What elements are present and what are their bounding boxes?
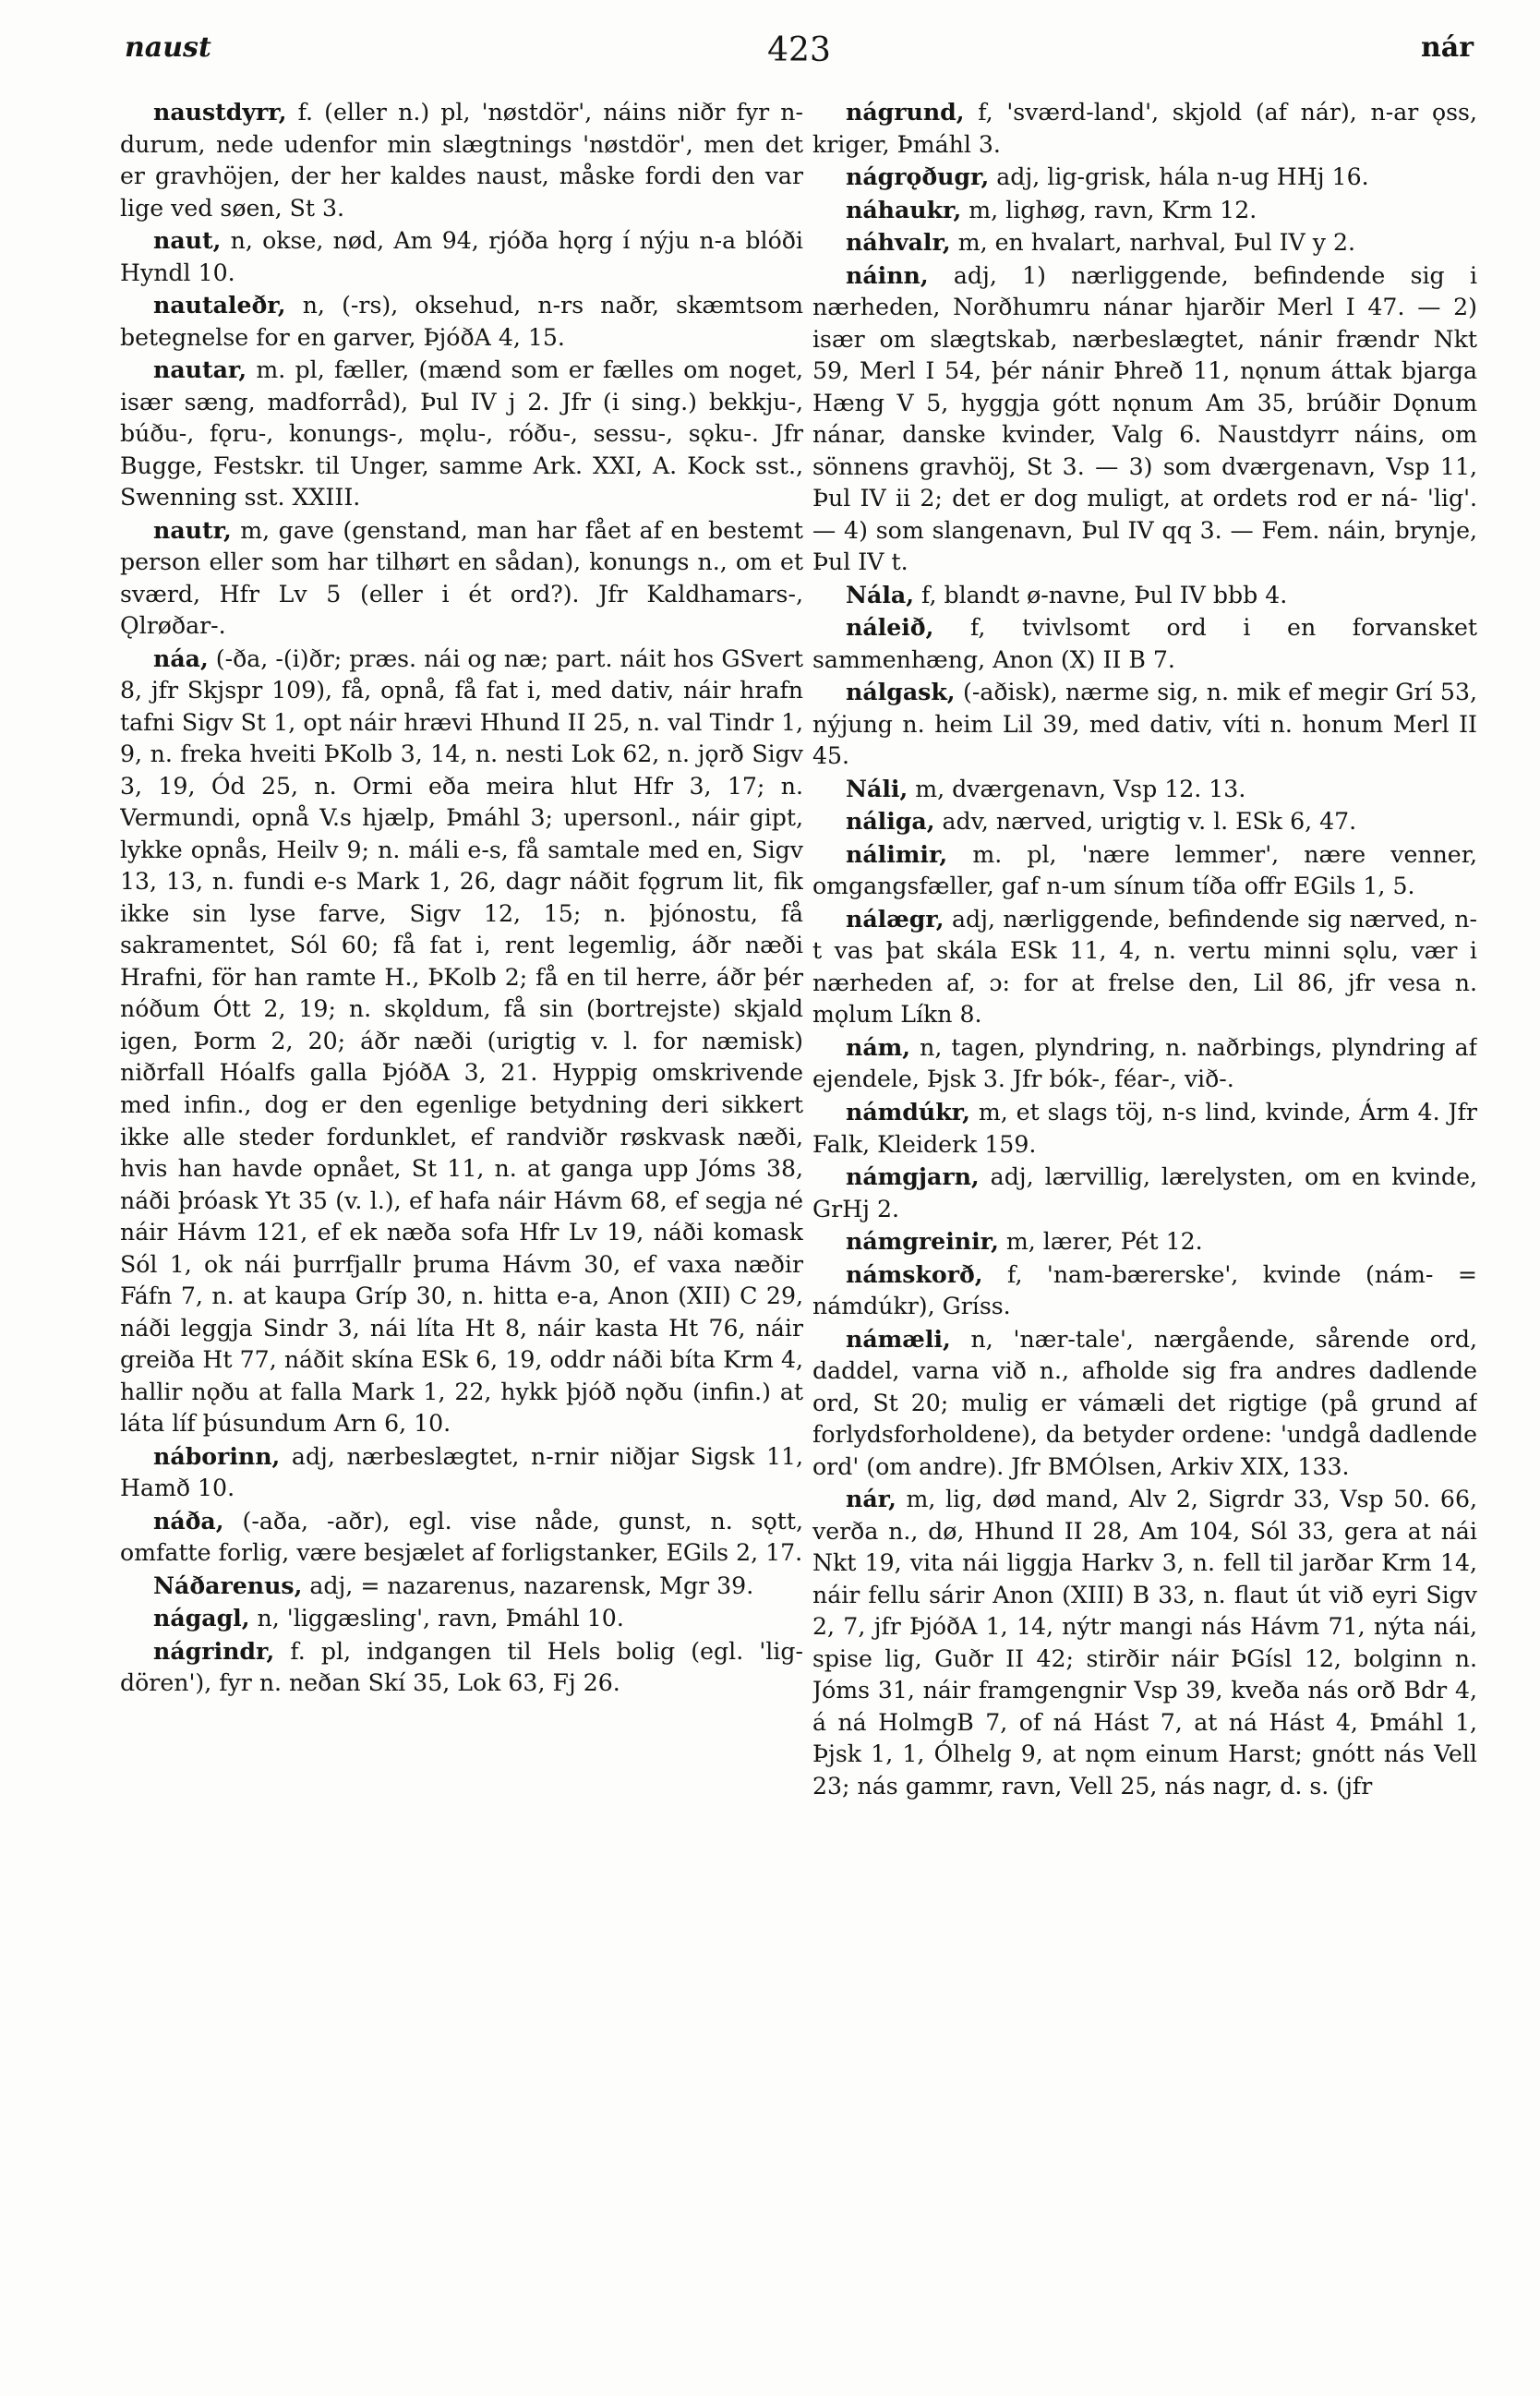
dictionary-entry: [120, 1440, 803, 1505]
entry-definition: adj, lig-grisk, hála n-ug HHj 16.: [996, 163, 1369, 191]
entry-definition: f. (eller n.) pl, 'nøstdör', náins niðr fyr n-durum, nede udenfor min slægtnings 'nøstdör', men det er gravhöjen, der her kaldes naust, måske fordi den var lige ved søen, St 3.: [120, 99, 803, 222]
entry-headword: náborinn,: [153, 1441, 281, 1470]
dictionary-entry: [120, 354, 803, 514]
entry-definition: f, 'nam-bærerske', kvinde (nám- = námdúkr), Gríss.: [812, 1260, 1477, 1320]
entry-definition: adj, lærvillig, lærelysten, om en kvinde, GrHj 2.: [812, 1163, 1477, 1222]
dictionary-entry: [812, 1096, 1477, 1161]
entry-headword: náliga,: [846, 807, 935, 836]
entry-definition: f, 'sværd-land', skjold (af nár), n-ar ǫss, kriger, Þmáhl 3.: [812, 99, 1477, 158]
entry-headword: náleið,: [846, 613, 934, 642]
entry-headword: nálægr,: [846, 904, 944, 933]
entry-definition: f, tvivlsomt ord i en forvansket sammenhæng, Anon (X) II B 7.: [812, 614, 1477, 673]
dictionary-entry: [120, 1505, 803, 1570]
entry-headword: námgjarn,: [846, 1162, 980, 1191]
entry-definition: n, okse, nød, Am 94, rjóða hǫrg í nýju n-a blóði Hyndl 10.: [120, 227, 803, 286]
entry-headword: Náðarenus,: [153, 1571, 303, 1599]
dictionary-entry: [812, 96, 1477, 161]
entry-definition: adj, = nazarenus, nazarensk, Mgr 39.: [309, 1571, 754, 1599]
dictionary-entry: [812, 1258, 1477, 1323]
entry-headword: nálgask,: [846, 678, 956, 706]
dictionary-entry: [812, 773, 1477, 806]
entry-headword: nautr,: [153, 515, 232, 544]
entry-headword: nautaleðr,: [153, 291, 286, 319]
entry-headword: námæli,: [846, 1324, 951, 1353]
entry-definition: m, lærer, Pét 12.: [1005, 1228, 1203, 1256]
dictionary-entry: [812, 676, 1477, 773]
entry-headword: nágrǫðugr,: [846, 163, 990, 191]
entry-headword: Náli,: [846, 774, 908, 802]
entry-headword: náhvalr,: [846, 228, 951, 257]
dictionary-entry: [812, 838, 1477, 903]
entry-headword: námgreinir,: [846, 1227, 999, 1256]
dictionary-entry: [812, 1161, 1477, 1225]
entry-definition: n, tagen, plyndring, n. naðrbings, plyndring af ejendele, Þjsk 3. Jfr bók-, féar-, við-.: [812, 1033, 1477, 1093]
entry-definition: adj, nærliggende, befindende sig nærved, n-t vas þat skála ESk 11, 4, n. vertu minni sǫlu, vær i nærheden af, ɔ: for at frelse den, Lil 86, jfr vesa n. mǫlum Líkn 8.: [812, 905, 1477, 1029]
entry-headword: námdúkr,: [846, 1097, 970, 1126]
dictionary-entry: [812, 805, 1477, 838]
dictionary-entry: [812, 1031, 1477, 1096]
page-number: 423: [767, 31, 831, 69]
entry-definition: m, gave (genstand, man har fået af en bestemt person eller som har tilhørt en sådan), konungs n., om et sværd, Hfr Lv 5 (eller i ét ord?). Jfr Kaldhamars-, Ǫlrøðar-.: [120, 516, 803, 640]
dictionary-entry: [120, 514, 803, 643]
running-header: [125, 31, 1474, 87]
header-first-word: naust: [125, 31, 211, 64]
entry-definition: m. pl, 'nære lemmer', nære venner, omgangsfæller, gaf n-um sínum tíða offr EGils 1, 5.: [812, 840, 1477, 900]
entry-headword: naut,: [153, 226, 222, 255]
dictionary-entry: [812, 579, 1477, 612]
entry-definition: (-ða, -(i)ðr; præs. nái og næ; part. náit hos GSvert 8, jfr Skjspr 109), få, opnå, få fat i, med dativ, náir hrafn tafni Sigv St 1, opt náir hrævi Hhund II 25, n. val Tindr 1, 9, n. freka hveiti ÞKolb 3, 14, n. nesti Lok 62, n. jǫrð Sigv 3, 19, Ód 25, n. Ormi eða meira hlut Hfr 3, 17; n. Vermundi, opnå V.s hjælp, Þmáhl 3; upersonl., náir gipt, lykke opnås, Heilv 9; n. máli e-s, få samtale med en, Sigv 13, 13, n. fundi e-s Mark 1, 26, dagr náðit fǫgrum lit, fik ikke sin lyse farve, Sigv 12, 15; n. þjónostu, få sakramentet, Sól 60; få fat i, rent legemlig, áðr næði Hrafni, för han ramte H., ÞKolb 2; få en til herre, áðr þér nóðum Ótt 2, 19; n. skǫldum, få sin (bortrejste) skjald igen, Þorm 2, 20; áðr næði (urigtig v. l. for næmisk) niðrfall Hóalfs galla ÞjóðA 3, 21. Hyppig omskrivende med infin., dog er den egenlige betydning deri sikkert ikke alle steder fordunklet, ef randviðr røskvask næði, hvis han havde opnået, St 11, n. at ganga upp Jóms 38, náði þróask Yt 35 (v. l.), ef hafa náir Hávm 68, ef segja né náir Hávm 121, ef ek næða sofa Hfr Lv 19, náði komask Sól 1, ok nái þurrfjallr þruma Hávm 30, ef vaxa næðir Fáfn 7, n. at kaupa Gríp 30, n. hitta e-a, Anon (XII) C 29, náði leggja Sindr 3, nái líta Ht 8, náir kasta Ht 76, náir greiða Ht 77, náðit skína ESk 6, 19, oddr náði bíta Krm 4, hallir nǫðu at falla Mark 1, 22, hykk þjóð nǫðu (infin.) at láta líf þúsundum Arn 6, 10.: [120, 644, 803, 1438]
dictionary-entry: [812, 903, 1477, 1031]
entry-headword: náhaukr,: [846, 195, 962, 223]
header-last-word: nár: [1420, 31, 1474, 64]
entry-headword: nám,: [846, 1032, 911, 1061]
dictionary-entry: [120, 224, 803, 289]
dictionary-entry: [812, 161, 1477, 194]
entry-definition: m, et slags töj, n-s lind, kvinde, Árm 4. Jfr Falk, Kleiderk 159.: [812, 1098, 1477, 1158]
entry-definition: n, 'liggæsling', ravn, Þmáhl 10.: [257, 1605, 624, 1632]
dictionary-entry: [120, 1570, 803, 1603]
entry-definition: m, dværgenavn, Vsp 12. 13.: [915, 775, 1246, 802]
entry-headword: naustdyrr,: [153, 98, 287, 126]
entry-definition: m, lighøg, ravn, Krm 12.: [969, 196, 1257, 223]
entry-headword: náinn,: [846, 260, 929, 289]
dictionary-entry: [812, 611, 1477, 676]
entry-definition: m, en hvalart, narhval, Þul IV y 2.: [957, 229, 1355, 257]
dictionary-entry: [812, 1323, 1477, 1484]
entry-definition: n, 'nær-tale', nærgående, sårende ord, daddel, varna við n., afholde sig fra andres dadlende ord, St 20; mulig er vámæli det rigtige (på grund af forlydsforholdene), da betyder ordene: 'undgå dadlende ord' (om andre). Jfr BMÓlsen, Arkiv XIX, 133.: [812, 1325, 1477, 1480]
entry-definition: adv, nærved, urigtig v. l. ESk 6, 47.: [942, 808, 1357, 836]
entry-headword: nálimir,: [846, 839, 948, 868]
entry-definition: adj, 1) nærliggende, befindende sig i nærheden, Norðhumru nánar hjarðir Merl I 47. — 2) især om slægtskab, nærbeslægtet, nánir frændr Nkt 59, Merl I 54, þér nánir Þhreð 11, nǫnum áttak bjarga Hæng V 5, hyggja gótt nǫnum Am 35, brúðir Dǫnum nánar, danske kvinder, Valg 6. Naustdyrr náins, om sönnens gravhöj, St 3. — 3) som dværgenavn, Vsp 11, Þul IV ii 2; det er dog muligt, at ordets rod er ná- 'lig'. — 4) som slangenavn, Þul IV qq 3. — Fem. náin, brynje, Þul IV t.: [812, 261, 1477, 576]
dictionary-entry: [120, 643, 803, 1440]
entry-headword: nágrindr,: [153, 1636, 275, 1665]
dictionary-entry: [812, 1483, 1477, 1802]
right-column: [812, 96, 1477, 2377]
entry-headword: nautar,: [153, 355, 247, 384]
entry-definition: n, (-rs), oksehud, n-rs naðr, skæmtsom betegnelse for en garver, ÞjóðA 4, 15.: [120, 292, 803, 351]
entry-headword: Nála,: [846, 580, 915, 608]
dictionary-entry: [812, 194, 1477, 227]
dictionary-entry: [120, 96, 803, 224]
dictionary-entry: [812, 1225, 1477, 1258]
entry-headword: náa,: [153, 644, 209, 672]
entry-definition: m. pl, fæller, (mænd som er fælles om noget, især sæng, madforråd), Þul IV j 2. Jfr (i sing.) bekkju-, búðu-, fǫru-, konungs-, mǫlu-, róðu-, sessu-, sǫku-. Jfr Bugge, Festskr. til Unger, samme Ark. XXI, A. Kock sst., Swenning sst. XXIII.: [120, 356, 803, 512]
entry-headword: nágagl,: [153, 1604, 250, 1632]
entry-headword: nágrund,: [846, 98, 965, 126]
dictionary-entry: [120, 289, 803, 354]
entry-headword: náða,: [153, 1506, 224, 1535]
dictionary-entry: [812, 259, 1477, 579]
entry-definition: adj, nærbeslægtet, n-rnir niðjar Sigsk 11, Hamð 10.: [120, 1442, 803, 1502]
entry-definition: m, lig, død mand, Alv 2, Sigrdr 33, Vsp 50. 66, verða n., dø, Hhund II 28, Am 104, Sól 33, gera at nái Nkt 19, vita nái liggja Harkv 3, n. fell til jarðar Krm 14, náir fellu sárir Anon (XIII) B 33, n. flaut út við eyri Sigv 2, 7, jfr ÞjóðA 1, 14, nýtr mangi nás Hávm 71, nýta nái, spise lig, Guðr II 42; stirðir náir ÞGísl 12, bolginn n. Jóms 31, náir framgengnir Vsp 39, kveða nás orð Bdr 4, á ná HolmgB 7, of ná Hást 7, at ná Hást 4, Þmáhl 1, Þjsk 1, 1, Ólhelg 9, at nǫm einum Harst; gnótt nás Vell 23; nás gammr, ravn, Vell 25, nás nagr, d. s. (jfr: [812, 1486, 1477, 1800]
entry-headword: námskorð,: [846, 1259, 983, 1288]
left-column: [120, 96, 803, 2377]
entry-definition: (-aða, -aðr), egl. vise nåde, gunst, n. sǫtt, omfatte forlig, være besjælet af forligstanker, EGils 2, 17.: [120, 1507, 803, 1567]
dictionary-entry: [812, 226, 1477, 259]
dictionary-entry: [120, 1602, 803, 1635]
entry-definition: f, blandt ø-navne, Þul IV bbb 4.: [921, 581, 1288, 608]
dictionary-entry: [120, 1635, 803, 1700]
entry-definition: f. pl, indgangen til Hels bolig (egl. 'lig-dören'), fyr n. neðan Skí 35, Lok 63, Fj 26.: [120, 1637, 803, 1697]
entry-definition: (-aðisk), nærme sig, n. mik ef megir Grí 53, nýjung n. heim Lil 39, med dativ, víti n. honum Merl II 45.: [812, 679, 1477, 770]
entry-headword: nár,: [846, 1485, 896, 1513]
